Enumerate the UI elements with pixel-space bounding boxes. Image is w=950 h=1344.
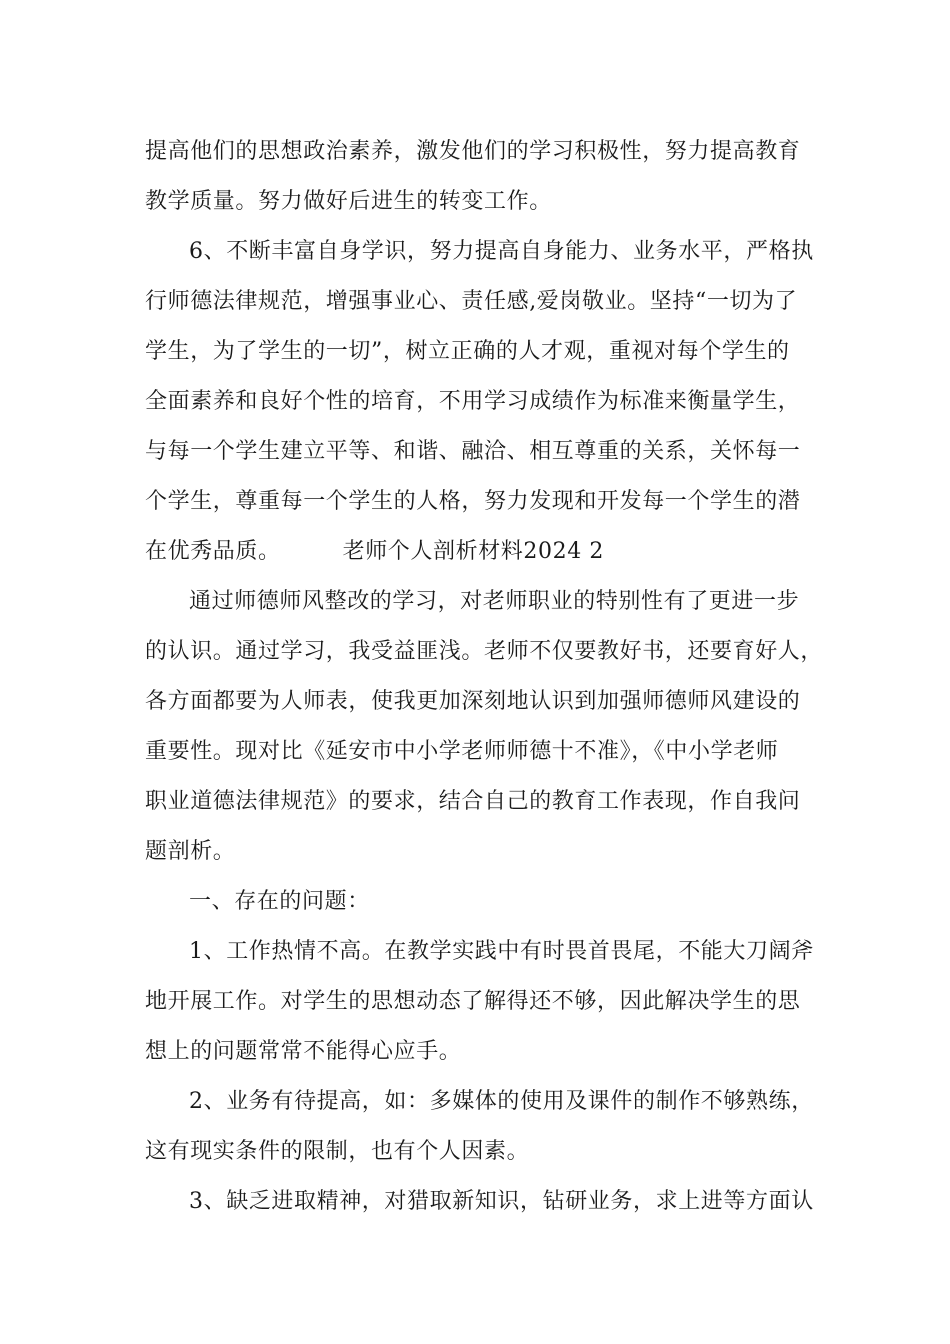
text-line: 这有现实条件的限制，也有个人因素。 xyxy=(145,1139,530,1164)
text-line: 个学生，尊重每一个学生的人格，努力发现和开发每一个学生的潜 xyxy=(145,489,801,514)
text-line: 的认识。通过学习，我受益匪浅。老师不仅要教好书，还要育好人， xyxy=(145,639,824,664)
text-line: 职业道德法律规范》的要求，结合自己的教育工作表现，作自我问 xyxy=(145,789,801,814)
text-line: 想上的问题常常不能得心应手。 xyxy=(145,1039,462,1064)
text-line: 教学质量。努力做好后进生的转变工作。 xyxy=(145,189,552,214)
text-line: 6、不断丰富自身学识，努力提高自身能力、业务水平，严格执 xyxy=(189,239,814,264)
text-line: 学生，为了学生的一切”，树立正确的人才观，重视对每个学生的 xyxy=(145,339,790,364)
section-heading: 老师个人剖析材料2024 2 xyxy=(342,539,604,564)
text-line: 题剖析。 xyxy=(145,839,236,864)
text-line: 提高他们的思想政治素养，激发他们的学习积极性，努力提高教育 xyxy=(145,139,801,164)
text-line: 重要性。现对比《延安市中小学老师师德十不准》，《中小学老师 xyxy=(145,739,779,764)
text-line: 与每一个学生建立平等、和谐、融洽、相互尊重的关系，关怀每一 xyxy=(145,439,801,464)
text-segment: 在优秀品质。 xyxy=(145,539,281,564)
text-line: 1、工作热情不高。在教学实践中有时畏首畏尾，不能大刀阔斧 xyxy=(189,939,814,964)
text-line: 各方面都要为人师表，使我更加深刻地认识到加强师德师风建设的 xyxy=(145,689,801,714)
text-line: 地开展工作。对学生的思想动态了解得还不够，因此解决学生的思 xyxy=(145,989,801,1014)
text-line: 全面素养和良好个性的培育，不用学习成绩作为标准来衡量学生， xyxy=(145,389,801,414)
text-line: 2、业务有待提高，如：多媒体的使用及课件的制作不够熟练， xyxy=(189,1089,814,1114)
text-line: 一、存在的问题： xyxy=(189,889,370,914)
text-line xyxy=(145,537,604,567)
text-line: 行师德法律规范，增强事业心、责任感,爱岗敬业。坚持“一切为了 xyxy=(145,289,798,314)
text-line: 3、缺乏进取精神，对猎取新知识，钻研业务，求上进等方面认 xyxy=(189,1189,814,1214)
text-line: 通过师德师风整改的学习，对老师职业的特别性有了更进一步 xyxy=(189,589,800,614)
